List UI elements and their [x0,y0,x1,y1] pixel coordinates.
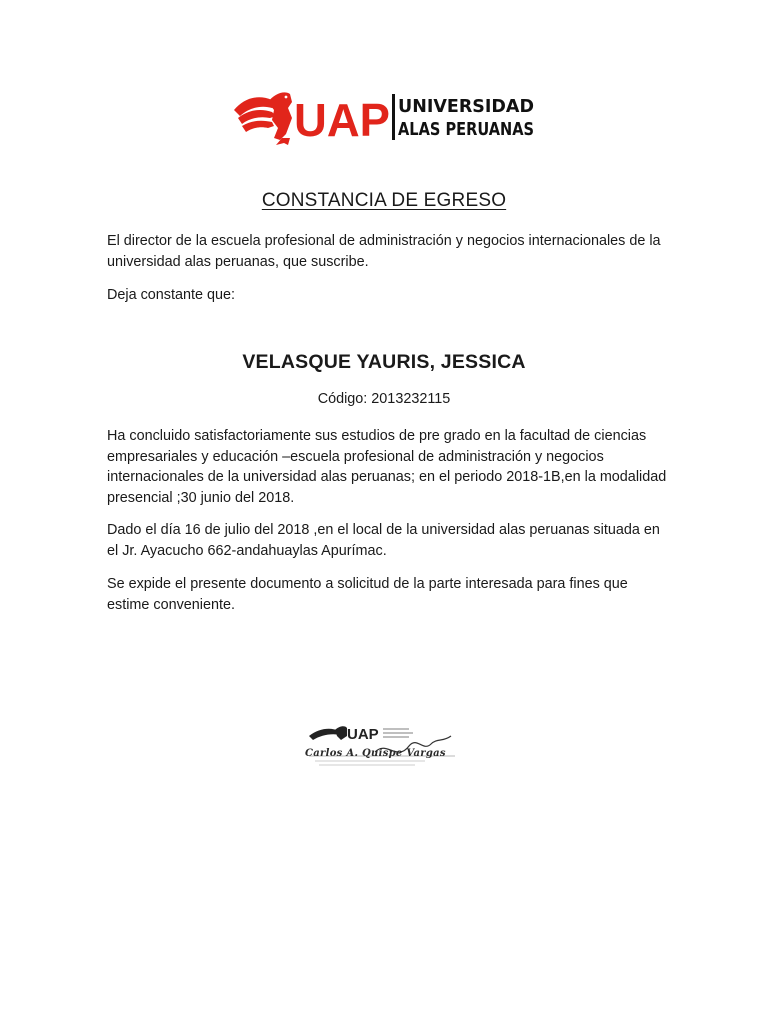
stamp-acronym: UAP [347,726,379,743]
student-code: Código: 2013232115 [317,391,451,407]
stamp-text-lines [383,729,413,737]
winged-bird-icon [234,92,292,145]
completion-paragraph: Ha concluido satisfactoriamente sus estudios de pre grado en la facultad de ciencias empresariales y educación –escuela profesional de administración y negocios internacionales de la universidad alas peruanas; en el periodo 2018-1B,en la modalidad presencial ;30 junio del 2018. [107,428,667,506]
stamp-footer-lines [315,761,425,765]
logo-acronym: UAP [294,94,390,146]
signatory-name: Carlos A. Quispe Vargas [305,748,446,759]
logo-graphic [232,88,536,146]
student-name: VELASQUE YAURIS, JESSICA [242,351,526,373]
university-logo [232,88,536,146]
document-title: CONSTANCIA DE EGRESO [261,190,507,211]
logo-line-2: ALAS PERUANAS [398,119,534,140]
stamp-bird-icon [309,726,347,740]
closing-paragraph: Se expide el presente documento a solicitud de la parte interesada para fines que estime conveniente. [107,576,628,613]
date-location-paragraph: Dado el día 16 de julio del 2018 ,en el local de la universidad alas peruanas situada en el Jr. Ayacucho 662-andahuaylas Apurímac. [107,522,660,559]
logo-divider [392,94,395,140]
signature-stamp [305,722,461,782]
intro-paragraph: El director de la escuela profesional de administración y negocios internacionales de la universidad alas peruanas, que suscribe. [107,233,661,270]
lead-paragraph: Deja constante que: [107,287,236,303]
logo-line-1: UNIVERSIDAD [398,96,534,117]
